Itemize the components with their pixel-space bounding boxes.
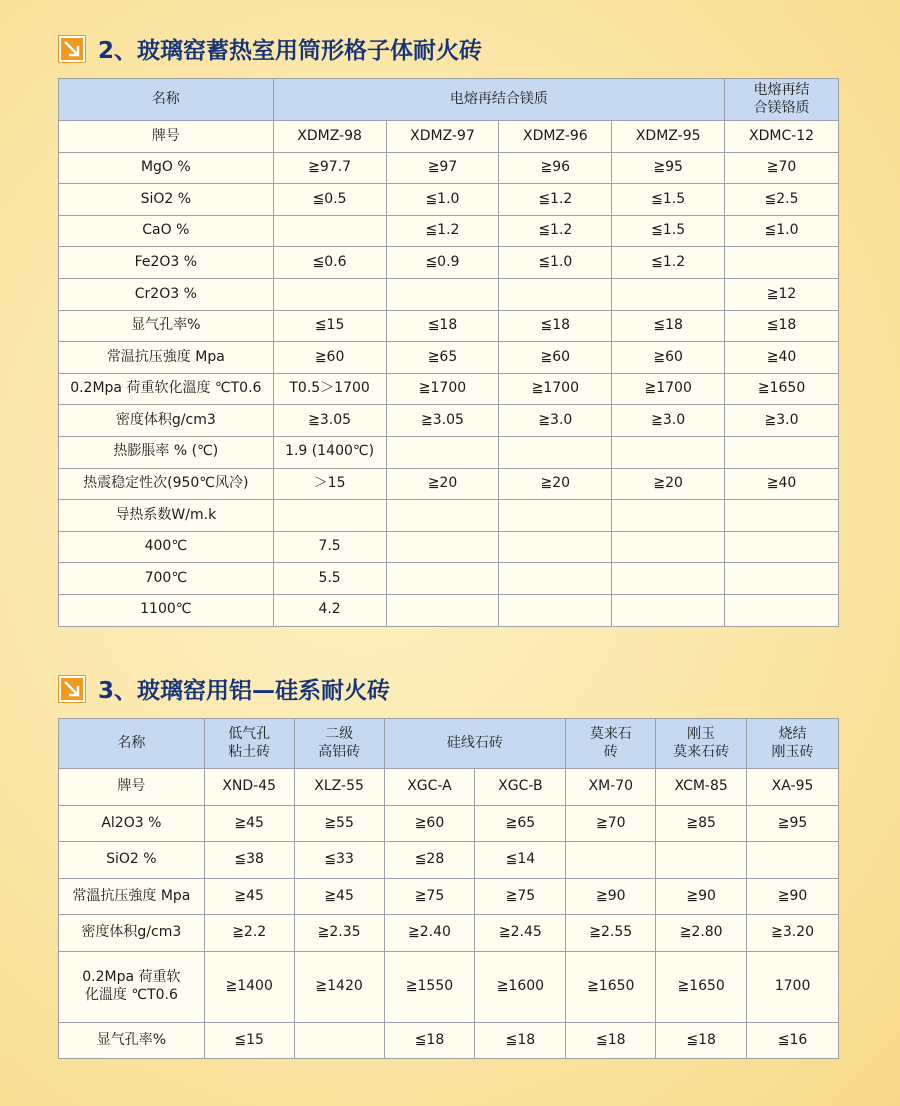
table-cell: ≧3.20 bbox=[747, 915, 839, 952]
table-cell bbox=[612, 531, 725, 563]
table-cell bbox=[499, 563, 612, 595]
table-cell: ≧2.55 bbox=[566, 915, 656, 952]
table-cell: ≧3.0 bbox=[499, 405, 612, 437]
table-header-row bbox=[59, 719, 839, 769]
table-cell: ≧45 bbox=[204, 878, 294, 915]
table-cell: ≧1420 bbox=[294, 951, 384, 1022]
header-name: 名称 bbox=[59, 719, 205, 769]
table-cell: ≧20 bbox=[612, 468, 725, 500]
table-cell: ≧1650 bbox=[566, 951, 656, 1022]
table-cell: ≧70 bbox=[566, 805, 656, 842]
table-row bbox=[59, 373, 839, 405]
header-name: 名称 bbox=[59, 79, 274, 121]
table-row bbox=[59, 405, 839, 437]
table-cell: ≦28 bbox=[384, 842, 475, 879]
table-row bbox=[59, 1022, 839, 1058]
table-cell bbox=[747, 842, 839, 879]
table-cell bbox=[499, 436, 612, 468]
table-cell: ≦2.5 bbox=[725, 184, 839, 216]
row-label: 常温抗压強度 Mpa bbox=[59, 342, 274, 374]
table-cell: ≧1700 bbox=[612, 373, 725, 405]
table-cell bbox=[499, 594, 612, 626]
table-cell: ≧1600 bbox=[475, 951, 566, 1022]
table-cell: ≦0.6 bbox=[273, 247, 386, 279]
table-cell: ≧90 bbox=[656, 878, 747, 915]
table-cell: ≧60 bbox=[612, 342, 725, 374]
table-cell: ≧90 bbox=[566, 878, 656, 915]
table-row bbox=[59, 594, 839, 626]
table-row bbox=[59, 436, 839, 468]
table-cell bbox=[386, 531, 499, 563]
table-cell: ≦16 bbox=[747, 1022, 839, 1058]
row-label: SiO2 % bbox=[59, 842, 205, 879]
magnesia-brick-table bbox=[58, 78, 839, 627]
table-cell: ≧40 bbox=[725, 342, 839, 374]
table-cell: ≧1650 bbox=[656, 951, 747, 1022]
row-label: CaO % bbox=[59, 215, 274, 247]
table-cell: ≧97.7 bbox=[273, 152, 386, 184]
table-row bbox=[59, 121, 839, 153]
table-cell: ≦18 bbox=[566, 1022, 656, 1058]
table-cell: ≧95 bbox=[747, 805, 839, 842]
table-row bbox=[59, 184, 839, 216]
table-cell bbox=[612, 436, 725, 468]
table-cell: ≧20 bbox=[386, 468, 499, 500]
table-row bbox=[59, 805, 839, 842]
table-cell: ≧60 bbox=[499, 342, 612, 374]
table-cell: XDMZ-96 bbox=[499, 121, 612, 153]
table-cell bbox=[273, 500, 386, 532]
header-high-alumina: 二级 高铝砖 bbox=[294, 719, 384, 769]
table-cell bbox=[273, 215, 386, 247]
table-cell: ≧2.35 bbox=[294, 915, 384, 952]
table-cell: 7.5 bbox=[273, 531, 386, 563]
table-cell: 1.9 (1400℃) bbox=[273, 436, 386, 468]
table-row bbox=[59, 342, 839, 374]
row-label: 常溫抗压強度 Mpa bbox=[59, 878, 205, 915]
table-cell: XND-45 bbox=[204, 769, 294, 806]
section-title-text: 2、玻璃窑蓄热室用筒形格子体耐火砖 bbox=[98, 38, 483, 64]
table-cell: ≧2.2 bbox=[204, 915, 294, 952]
table-cell: ≦15 bbox=[204, 1022, 294, 1058]
table-cell: ≧2.80 bbox=[656, 915, 747, 952]
table-cell: ≦1.2 bbox=[499, 215, 612, 247]
row-label: Cr2O3 % bbox=[59, 278, 274, 310]
row-label: 1100℃ bbox=[59, 594, 274, 626]
table-cell bbox=[612, 563, 725, 595]
table-cell: ≧1700 bbox=[499, 373, 612, 405]
table-cell: ≧1550 bbox=[384, 951, 475, 1022]
table-cell: ≧3.05 bbox=[386, 405, 499, 437]
header-group-magnesia-chrome: 电熔再结 合镁铬质 bbox=[725, 79, 839, 121]
table-row bbox=[59, 951, 839, 1022]
table-cell: ≧75 bbox=[475, 878, 566, 915]
table-cell: ≧12 bbox=[725, 278, 839, 310]
header-sillimanite: 硅线石砖 bbox=[384, 719, 566, 769]
table-cell: ≧1650 bbox=[725, 373, 839, 405]
table-cell: ≧1700 bbox=[386, 373, 499, 405]
table-cell bbox=[725, 500, 839, 532]
table-cell: ≧3.0 bbox=[725, 405, 839, 437]
row-label: SiO2 % bbox=[59, 184, 274, 216]
table-cell: ≦15 bbox=[273, 310, 386, 342]
table-cell: ≦1.2 bbox=[612, 247, 725, 279]
row-label: 700℃ bbox=[59, 563, 274, 595]
table-row bbox=[59, 468, 839, 500]
table-cell: ≦18 bbox=[475, 1022, 566, 1058]
table-cell: ≦18 bbox=[384, 1022, 475, 1058]
table-cell: ≧1400 bbox=[204, 951, 294, 1022]
table-cell bbox=[725, 247, 839, 279]
table-header-row bbox=[59, 79, 839, 121]
table-cell: ≦18 bbox=[725, 310, 839, 342]
table-cell: ≧65 bbox=[386, 342, 499, 374]
table-cell bbox=[386, 278, 499, 310]
table-cell: ≧45 bbox=[204, 805, 294, 842]
table-cell: ≦18 bbox=[656, 1022, 747, 1058]
table-cell: ≦1.0 bbox=[725, 215, 839, 247]
row-label: MgO % bbox=[59, 152, 274, 184]
table-row bbox=[59, 915, 839, 952]
section-title-2 bbox=[58, 672, 390, 705]
table-cell bbox=[386, 563, 499, 595]
table-cell bbox=[294, 1022, 384, 1058]
row-label: 牌号 bbox=[59, 769, 205, 806]
table-cell: ≦1.5 bbox=[612, 215, 725, 247]
table-cell: ≦1.0 bbox=[386, 184, 499, 216]
table-row bbox=[59, 152, 839, 184]
table-cell bbox=[656, 842, 747, 879]
table-cell: ≧60 bbox=[273, 342, 386, 374]
table-cell: ≧40 bbox=[725, 468, 839, 500]
row-label: 密度体积g/cm3 bbox=[59, 405, 274, 437]
table-cell: ＞15 bbox=[273, 468, 386, 500]
table-cell: ≧55 bbox=[294, 805, 384, 842]
row-label: 400℃ bbox=[59, 531, 274, 563]
table-row bbox=[59, 531, 839, 563]
table-cell: ≧95 bbox=[612, 152, 725, 184]
row-label: 热膨脹率 % (℃) bbox=[59, 436, 274, 468]
header-low-porosity-clay: 低气孔 粘土砖 bbox=[204, 719, 294, 769]
table-cell: T0.5＞1700 bbox=[273, 373, 386, 405]
table-cell bbox=[566, 842, 656, 879]
table-cell bbox=[612, 594, 725, 626]
table-cell: ≦38 bbox=[204, 842, 294, 879]
table-cell: ≦1.0 bbox=[499, 247, 612, 279]
table-row bbox=[59, 247, 839, 279]
table-cell: 1700 bbox=[747, 951, 839, 1022]
table-cell: ≧90 bbox=[747, 878, 839, 915]
table-cell bbox=[499, 531, 612, 563]
table-cell: XM-70 bbox=[566, 769, 656, 806]
row-label: 密度体积g/cm3 bbox=[59, 915, 205, 952]
table-cell: ≦1.2 bbox=[499, 184, 612, 216]
table-row bbox=[59, 563, 839, 595]
table-cell: ≦1.5 bbox=[612, 184, 725, 216]
table-cell bbox=[725, 531, 839, 563]
row-label: Fe2O3 % bbox=[59, 247, 274, 279]
row-label: 0.2Mpa 荷重软 化溫度 ℃T0.6 bbox=[59, 951, 205, 1022]
table-cell bbox=[386, 594, 499, 626]
table-cell bbox=[273, 278, 386, 310]
table-cell: ≦18 bbox=[386, 310, 499, 342]
table-cell bbox=[499, 500, 612, 532]
table-row bbox=[59, 769, 839, 806]
table-cell: XGC-B bbox=[475, 769, 566, 806]
table-cell: ≦1.2 bbox=[386, 215, 499, 247]
table-cell: ≧75 bbox=[384, 878, 475, 915]
table-row bbox=[59, 310, 839, 342]
header-corundum-mullite: 刚玉 莫来石砖 bbox=[656, 719, 747, 769]
table-cell: XCM-85 bbox=[656, 769, 747, 806]
table-cell: XLZ-55 bbox=[294, 769, 384, 806]
table-cell: ≦33 bbox=[294, 842, 384, 879]
row-label: Al2O3 % bbox=[59, 805, 205, 842]
table-cell: ≧85 bbox=[656, 805, 747, 842]
header-sintered-corundum: 烧结 刚玉砖 bbox=[747, 719, 839, 769]
table-cell bbox=[725, 594, 839, 626]
table-cell: ≧2.45 bbox=[475, 915, 566, 952]
table-row bbox=[59, 842, 839, 879]
row-label: 导热系数W/m.k bbox=[59, 500, 274, 532]
table-cell bbox=[499, 278, 612, 310]
row-label: 牌号 bbox=[59, 121, 274, 153]
arrow-icon bbox=[58, 35, 86, 63]
table-cell bbox=[612, 278, 725, 310]
section-title-text: 3、玻璃窑用铝—硅系耐火砖 bbox=[98, 678, 391, 704]
table-cell: ≧2.40 bbox=[384, 915, 475, 952]
table-cell: ≦14 bbox=[475, 842, 566, 879]
table-cell: ≧70 bbox=[725, 152, 839, 184]
table-cell: ≧20 bbox=[499, 468, 612, 500]
arrow-icon bbox=[58, 675, 86, 703]
table-cell: ≦18 bbox=[499, 310, 612, 342]
table-cell: XDMZ-97 bbox=[386, 121, 499, 153]
table-cell: 4.2 bbox=[273, 594, 386, 626]
table-row bbox=[59, 878, 839, 915]
table-row bbox=[59, 278, 839, 310]
row-label: 热震稳定性次(950℃风冷) bbox=[59, 468, 274, 500]
table-cell: ≧3.05 bbox=[273, 405, 386, 437]
table-cell: ≧96 bbox=[499, 152, 612, 184]
table-cell: ≧60 bbox=[384, 805, 475, 842]
table-row bbox=[59, 500, 839, 532]
table-cell bbox=[725, 436, 839, 468]
row-label: 0.2Mpa 荷重软化溫度 ℃T0.6 bbox=[59, 373, 274, 405]
row-label: 显气孔率% bbox=[59, 1022, 205, 1058]
table-cell: XDMZ-95 bbox=[612, 121, 725, 153]
table-cell: XGC-A bbox=[384, 769, 475, 806]
table-cell: ≦0.9 bbox=[386, 247, 499, 279]
table-cell: ≦0.5 bbox=[273, 184, 386, 216]
table-cell: ≧97 bbox=[386, 152, 499, 184]
table-cell: ≧45 bbox=[294, 878, 384, 915]
table-cell bbox=[386, 436, 499, 468]
table-cell: ≧65 bbox=[475, 805, 566, 842]
table-cell: ≦18 bbox=[612, 310, 725, 342]
table-cell bbox=[612, 500, 725, 532]
table-cell: 5.5 bbox=[273, 563, 386, 595]
header-mullite: 莫来石 砖 bbox=[566, 719, 656, 769]
table-row bbox=[59, 215, 839, 247]
table-cell bbox=[386, 500, 499, 532]
table-cell: XA-95 bbox=[747, 769, 839, 806]
header-group-fused-magnesia: 电熔再结合镁质 bbox=[273, 79, 724, 121]
table-cell: XDMC-12 bbox=[725, 121, 839, 153]
table-cell: ≧3.0 bbox=[612, 405, 725, 437]
alumina-silica-brick-table bbox=[58, 718, 839, 1059]
table-cell: XDMZ-98 bbox=[273, 121, 386, 153]
row-label: 显气孔率% bbox=[59, 310, 274, 342]
table-cell bbox=[725, 563, 839, 595]
section-title-1 bbox=[58, 32, 482, 65]
